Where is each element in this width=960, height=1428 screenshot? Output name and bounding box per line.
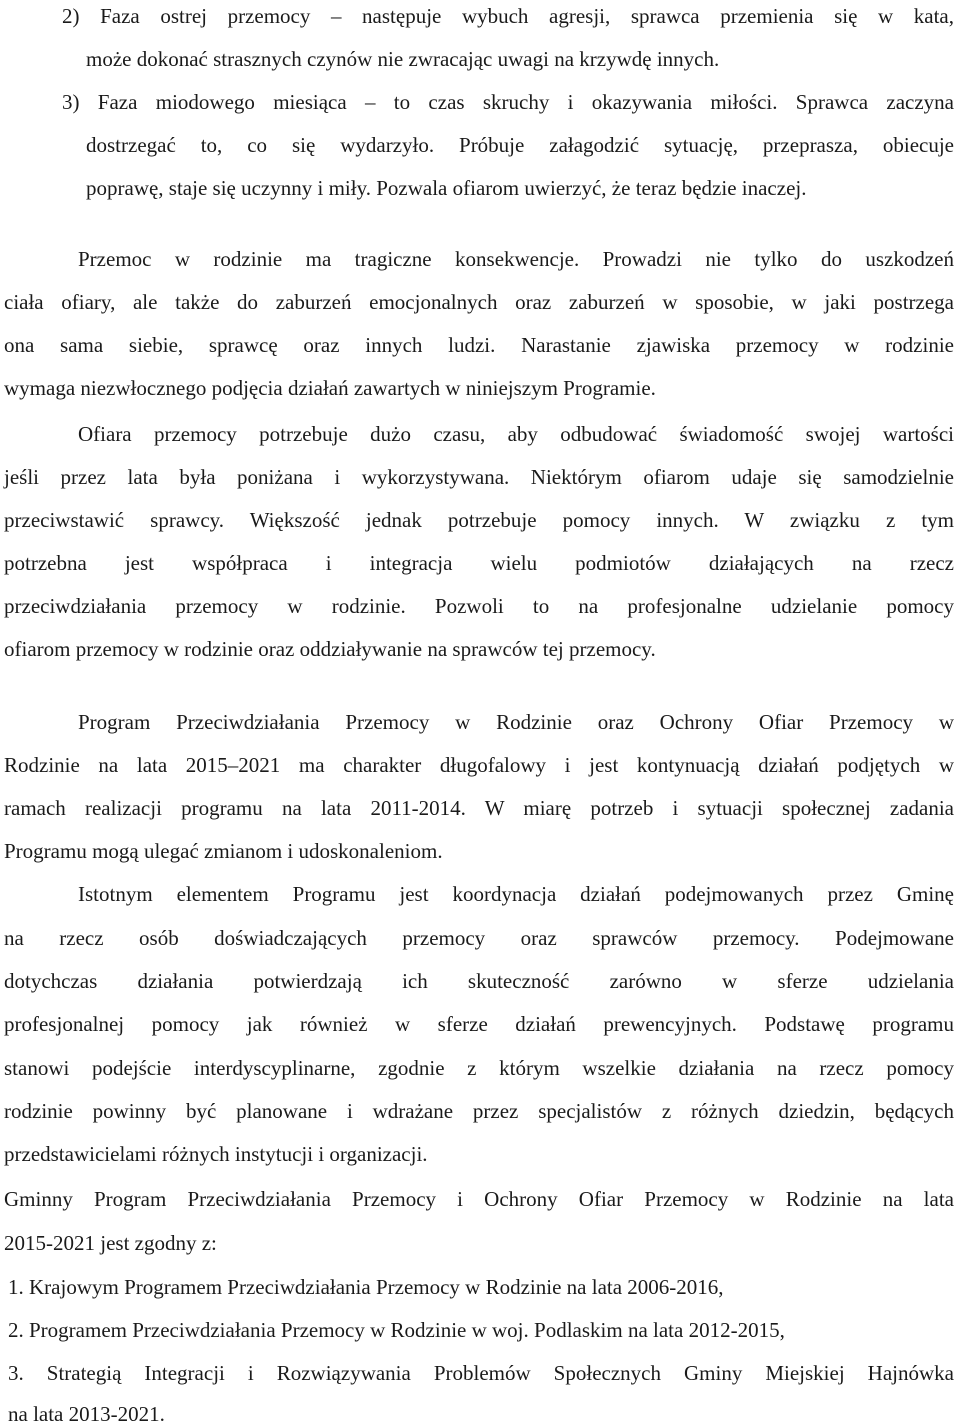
text-line: poprawę, staje się uczynny i miły. Pozwala ofiarom uwierzyć, że teraz będzie inaczej. xyxy=(86,176,807,200)
text-line: potrzebna jest współpraca i integracja wielu podmiotów działających na rzecz xyxy=(4,551,954,575)
text-line: dostrzegać to, co się wydarzyło. Próbuje załagodzić sytuację, przeprasza, obiecuje xyxy=(86,133,954,157)
text-line: przedstawicielami różnych instytucji i organizacji. xyxy=(4,1142,428,1166)
text-line: dotychczas działania potwierdzają ich skuteczność zarówno w sferze udzielania xyxy=(4,969,954,993)
text-line: Ofiara przemocy potrzebuje dużo czasu, aby odbudować świadomość swojej wartości xyxy=(78,422,954,446)
text-line: wymaga niezwłocznego podjęcia działań zawartych w niniejszym Programie. xyxy=(4,376,656,400)
text-line: jeśli przez lata była poniżana i wykorzystywana. Niektórym ofiarom udaje się samodzielnie xyxy=(4,465,954,489)
list-item: 2. Programem Przeciwdziałania Przemocy w Rodzinie w woj. Podlaskim na lata 2012-2015, xyxy=(8,1318,785,1342)
text-line: Rodzinie na lata 2015–2021 ma charakter długofalowy i jest kontynuacją działań podjętych w xyxy=(4,753,954,777)
text-line: Istotnym elementem Programu jest koordynacja działań podejmowanych przez Gminę xyxy=(78,882,954,906)
text-line: 2015-2021 jest zgodny z: xyxy=(4,1231,217,1255)
text-line: Programu mogą ulegać zmianom i udoskonaleniom. xyxy=(4,839,443,863)
text-line: ofiarom przemocy w rodzinie oraz oddziaływanie na sprawców tej przemocy. xyxy=(4,637,656,661)
text-line: 3) Faza miodowego miesiąca – to czas skruchy i okazywania miłości. Sprawca zaczyna xyxy=(62,90,954,114)
text-line: 2) Faza ostrej przemocy – następuje wybuch agresji, sprawca przemienia się w kata, xyxy=(62,4,954,28)
text-line: Przemoc w rodzinie ma tragiczne konsekwencje. Prowadzi nie tylko do uszkodzeń xyxy=(78,247,954,271)
text-line: Gminny Program Przeciwdziałania Przemocy i Ochrony Ofiar Przemocy w Rodzinie na lata xyxy=(4,1187,954,1211)
text-line: profesjonalnej pomocy jak również w sferze działań prewencyjnych. Podstawę programu xyxy=(4,1012,954,1036)
text-line: na rzecz osób doświadczających przemocy oraz sprawców przemocy. Podejmowane xyxy=(4,926,954,950)
text-line: przeciwstawić sprawcy. Większość jednak potrzebuje pomocy innych. W związku z tym xyxy=(4,508,954,532)
text-line: Program Przeciwdziałania Przemocy w Rodzinie oraz Ochrony Ofiar Przemocy w xyxy=(78,710,954,734)
text-line: ramach realizacji programu na lata 2011-2014. W miarę potrzeb i sytuacji społecznej zadania xyxy=(4,796,954,820)
text-line: przeciwdziałania przemocy w rodzinie. Pozwoli to na profesjonalne udzielanie pomocy xyxy=(4,594,954,618)
list-item: 1. Krajowym Programem Przeciwdziałania Przemocy w Rodzinie na lata 2006-2016, xyxy=(8,1275,724,1299)
list-item: na lata 2013-2021. xyxy=(8,1402,165,1426)
text-line: może dokonać strasznych czynów nie zwracając uwagi na krzywdę innych. xyxy=(86,47,720,71)
text-line: stanowi podejście interdyscyplinarne, zgodnie z którym wszelkie działania na rzecz pomocy xyxy=(4,1056,954,1080)
text-line: rodzinie powinny być planowane i wdrażane przez specjalistów z różnych dziedzin, będących xyxy=(4,1099,954,1123)
text-line: ciała ofiary, ale także do zaburzeń emocjonalnych oraz zaburzeń w sposobie, w jaki postrzega xyxy=(4,290,954,314)
text-line: ona sama siebie, sprawcę oraz innych ludzi. Narastanie zjawiska przemocy w rodzinie xyxy=(4,333,954,357)
list-item: 3. Strategią Integracji i Rozwiązywania Problemów Społecznych Gminy Miejskiej Hajnówka xyxy=(8,1361,954,1385)
